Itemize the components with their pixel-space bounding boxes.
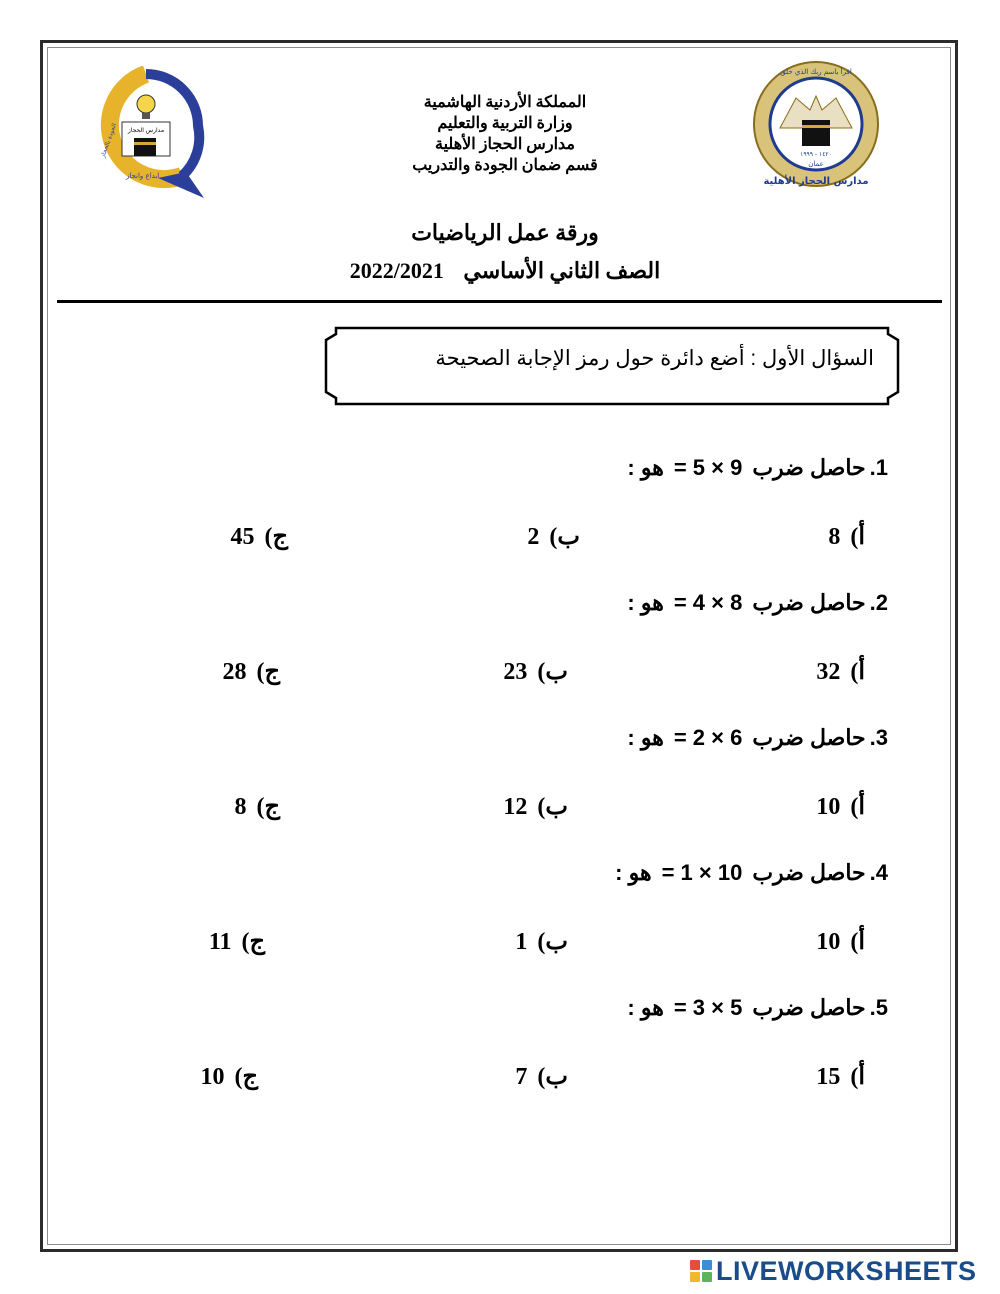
option-letter: أ) (850, 794, 865, 820)
option-letter: أ) (850, 524, 865, 550)
option-letter: ج) (241, 929, 265, 955)
question-expression: = 2 × 6 (673, 725, 743, 750)
option-value: 1 (515, 929, 528, 955)
answer-option[interactable] (515, 927, 568, 956)
worksheet-title: ورقة عمل الرياضيات (411, 220, 599, 245)
question-expression: = 1 × 10 (661, 860, 743, 885)
question-tail: هو : (615, 860, 652, 885)
school-logo-year: ١٤٢٠ - ١٩٩٩ (800, 151, 832, 158)
option-value: 15 (816, 1064, 841, 1090)
liveworksheets-logo-icon (690, 1260, 712, 1282)
question-item (627, 590, 888, 616)
question-label: حاصل ضرب (752, 590, 866, 615)
option-letter: أ) (850, 659, 865, 685)
answer-option[interactable] (828, 522, 865, 551)
option-value: 23 (503, 659, 528, 685)
grade-label: الصف الثاني الأساسي (463, 258, 661, 283)
question-heading: السؤال الأول : أضع دائرة حول رمز الإجابة الصحيحة (435, 347, 874, 370)
question-number: 3. (869, 725, 888, 750)
answer-option[interactable] (503, 657, 568, 686)
answer-option[interactable] (816, 792, 865, 821)
option-value: 11 (208, 929, 232, 955)
option-value: 10 (816, 794, 841, 820)
header-line-department: قسم ضمان الجودة والتدريب (412, 157, 598, 174)
option-value: 32 (816, 659, 841, 685)
question-number: 4. (869, 860, 888, 885)
question-tail: هو : (627, 455, 664, 480)
question-tail: هو : (627, 590, 664, 615)
option-letter: أ) (850, 929, 865, 955)
question-item (615, 860, 888, 886)
question-expression: = 3 × 5 (673, 995, 743, 1020)
question-label: حاصل ضرب (752, 455, 866, 480)
header-divider (57, 300, 942, 303)
answer-option[interactable] (201, 1062, 258, 1091)
option-letter: ب) (537, 794, 568, 820)
answer-option[interactable] (816, 1062, 865, 1091)
option-letter: ب) (537, 659, 568, 685)
header-line-kingdom: المملكة الأردنية الهاشمية (423, 94, 587, 111)
option-letter: أ) (850, 1064, 865, 1090)
quality-logo-top-text: مدارس الحجاز (127, 127, 165, 134)
option-value: 8 (234, 794, 247, 820)
option-letter: ب) (549, 524, 580, 550)
question-heading-box (322, 326, 902, 406)
school-logo-city: عمان (808, 160, 824, 168)
answer-option[interactable] (527, 522, 580, 551)
header-line-school: مدارس الحجاز الأهلية (435, 136, 575, 153)
option-value: 12 (503, 794, 528, 820)
answer-option[interactable] (235, 792, 280, 821)
option-letter: ج) (264, 524, 288, 550)
school-logo-ring-text: مدارس الحجاز الأهلية (763, 176, 869, 187)
option-value: 8 (828, 524, 841, 550)
question-number: 1. (869, 455, 888, 480)
question-tail: هو : (627, 725, 664, 750)
option-value: 10 (200, 1064, 225, 1090)
school-year: 2022/2021 (349, 258, 444, 283)
answer-option[interactable] (515, 1062, 568, 1091)
option-letter: ج) (234, 1064, 258, 1090)
question-tail: هو : (627, 995, 664, 1020)
answer-option[interactable] (816, 657, 865, 686)
question-item (627, 995, 888, 1021)
liveworksheets-brand (690, 1256, 977, 1286)
quality-logo (86, 66, 206, 204)
question-item (627, 725, 888, 751)
question-number: 2. (869, 590, 888, 615)
header-line-ministry: وزارة التربية والتعليم (437, 115, 573, 132)
option-value: 10 (816, 929, 841, 955)
question-label: حاصل ضرب (752, 860, 866, 885)
option-letter: ج) (256, 659, 280, 685)
quality-logo-ring-text: الجودة بالحجاز (99, 122, 119, 159)
question-number: 5. (869, 995, 888, 1020)
grade-line (300, 258, 710, 284)
answer-option[interactable] (223, 657, 280, 686)
option-letter: ج) (256, 794, 280, 820)
ministry-header (340, 92, 670, 176)
question-expression: = 4 × 8 (673, 590, 743, 615)
school-logo (750, 58, 882, 190)
question-item (627, 455, 888, 481)
quality-logo-bottom-text: ابداع وانجاز (126, 172, 160, 180)
question-label: حاصل ضرب (752, 995, 866, 1020)
option-value: 7 (515, 1064, 528, 1090)
answer-option[interactable] (503, 792, 568, 821)
option-letter: ب) (537, 929, 568, 955)
answer-option[interactable] (816, 927, 865, 956)
school-logo-top-text: اقرأ باسم ربك الذي خلق (780, 68, 852, 76)
option-value: 28 (222, 659, 247, 685)
option-letter: ب) (537, 1064, 568, 1090)
answer-option[interactable] (209, 927, 265, 956)
option-value: 2 (527, 524, 540, 550)
question-expression: = 5 × 9 (673, 455, 743, 480)
option-value: 45 (230, 524, 255, 550)
question-label: حاصل ضرب (752, 725, 866, 750)
answer-option[interactable] (231, 522, 288, 551)
liveworksheets-wordmark: LIVEWORKSHEETS (716, 1255, 977, 1286)
